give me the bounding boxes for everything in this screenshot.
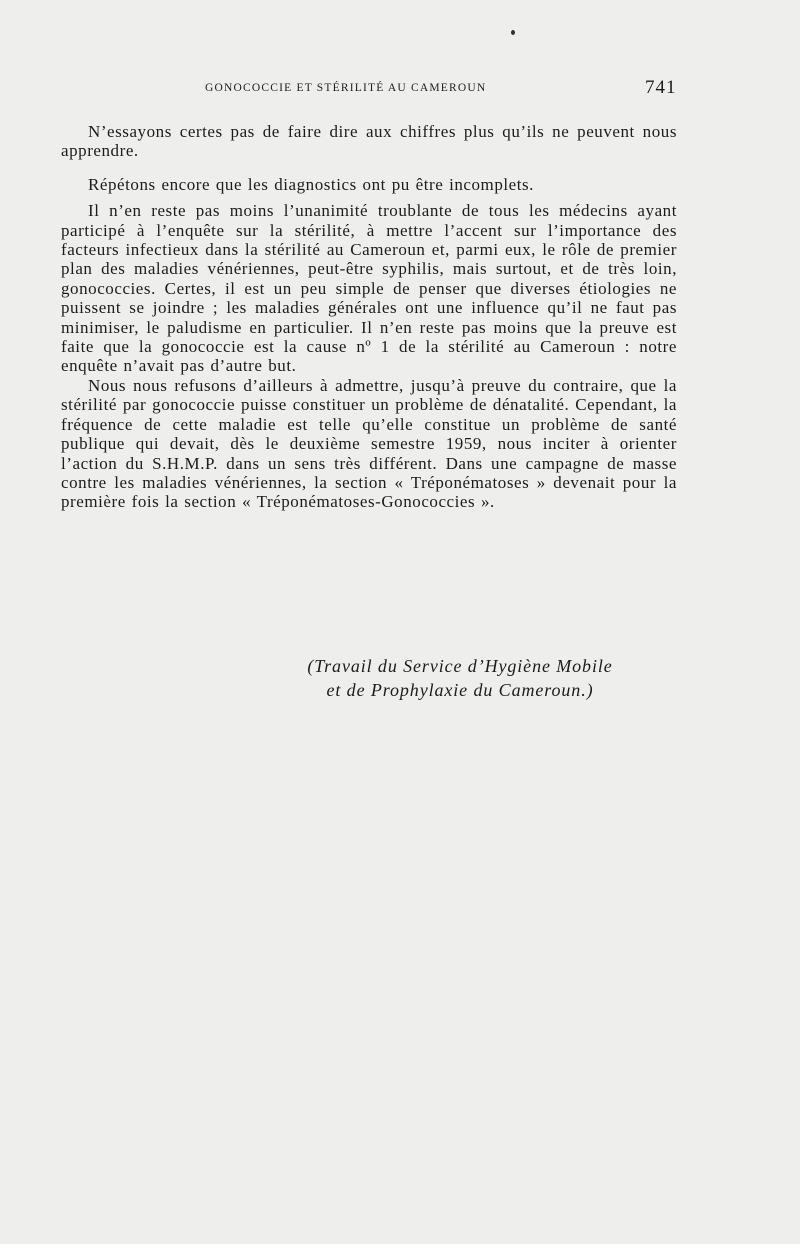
paragraph: Nous nous refusons d’ailleurs à admettre, jusqu’à preuve du contraire, que la stérilité par gonococcie puisse constituer un problème de dénatalité. Cependant, la fréquence de cette maladie est telle qu’elle constitue un problème de santé publique qui devait, dès le deuxième semestre 1959, nous inciter à orienter l’action du S.H.M.P. dans un sens très différent. Dans une campagne de masse contre les maladies vénériennes, la section « Tréponématoses » devenait pour la première fois la section « Tréponématoses-Gonococcies ». bbox=[61, 375, 677, 512]
attribution-line: (Travail du Service d’Hygiène Mobile bbox=[307, 656, 613, 676]
page-number: 741 bbox=[645, 77, 677, 98]
running-title: GONOCOCCIE ET STÉRILITÉ AU CAMEROUN bbox=[205, 82, 487, 94]
paragraph: Il n’en reste pas moins l’unanimité troublante de tous les médecins ayant participé à l’enquête sur la stérilité, à mettre l’accent sur l’importance des facteurs infectieux dans la stérilité au Cameroun et, parmi eux, le rôle de premier plan des maladies vénériennes, peut-être syphilis, mais surtout, et de très loin, gonococcies. Certes, il est un peu simple de penser que diverses étiologies ne puissent se joindre ; les maladies générales ont une influence qu’il ne faut pas minimiser, le paludisme en particulier. Il n’en reste pas moins que la preuve est faite que la gonococcie est la cause nº 1 de la stérilité au Cameroun : notre enquête n’avait pas d’autre but. bbox=[61, 201, 677, 376]
attribution bbox=[240, 654, 680, 702]
print-speck bbox=[511, 30, 515, 35]
paragraph: N’essayons certes pas de faire dire aux chiffres plus qu’ils ne peuvent nous apprendre. bbox=[61, 122, 677, 161]
paragraph: Répétons encore que les diagnostics ont pu être incomplets. bbox=[88, 174, 534, 194]
attribution-line: et de Prophylaxie du Cameroun.) bbox=[326, 680, 594, 700]
body-text bbox=[61, 122, 677, 512]
